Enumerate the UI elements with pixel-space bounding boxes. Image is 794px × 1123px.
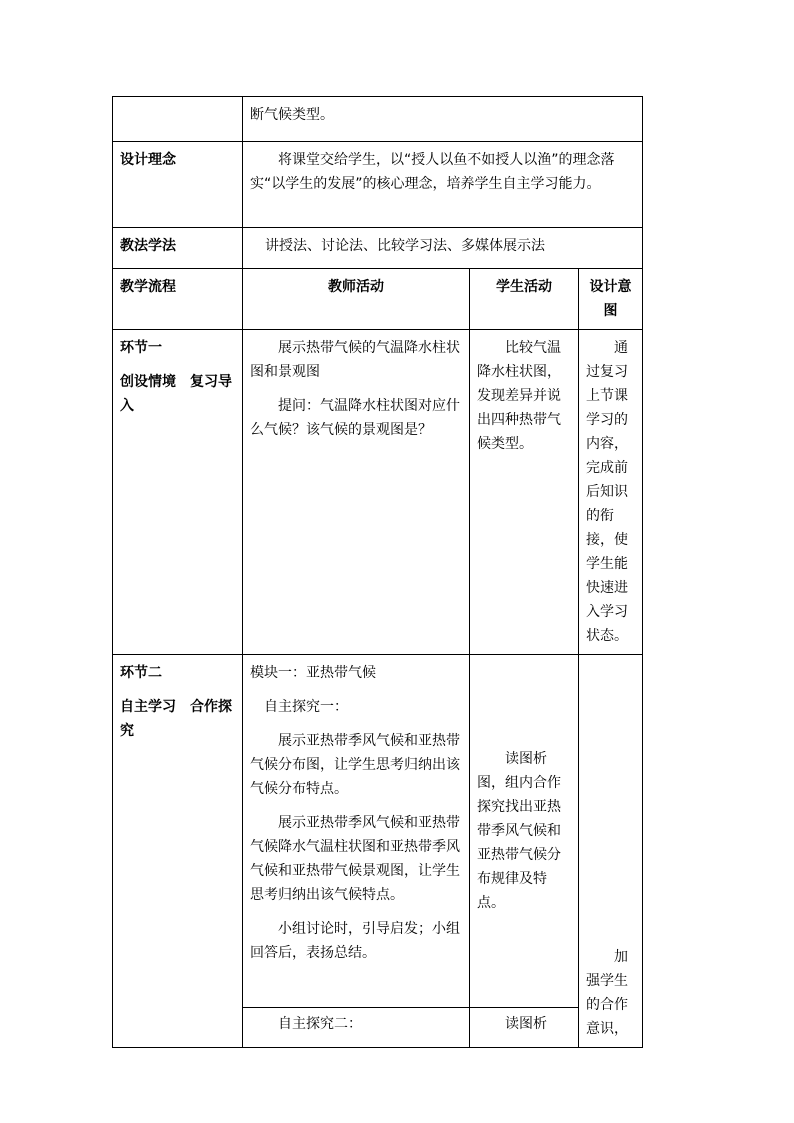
row-intro-continued (113, 97, 643, 142)
methods-label: 教法学法 (113, 228, 243, 269)
design-concept-text: 将课堂交给学生，以“授人以鱼不如授人以渔”的理念落实“以学生的发展”的核心理念，培养学生自主学习能力。 (243, 142, 643, 228)
row-stage1 (113, 330, 643, 655)
stage2-subtitle: 自主学习 合作探究 (120, 699, 232, 739)
stage1-teacher-p2: 提问：气温降水柱状图对应什么气候？该气候的景观图是？ (250, 398, 460, 438)
stage2-teacher-p2: 展示亚热带季风气候和亚热带气候降水气温柱状图和亚热带季风气候和亚热带气候景观图，让学生思考归纳出该气候特点。 (250, 815, 460, 903)
stage1-intent: 通过复习上节课学习的内容，完成前后知识的衔接，使学生能快速进入学习状态。 (579, 330, 643, 655)
stage1-student: 比较气温降水柱状图，发现差异并说出四种热带气候类型。 (470, 330, 579, 655)
header-student: 学生活动 (470, 269, 579, 330)
row-methods (113, 228, 643, 269)
header-intent: 设计意图 (579, 269, 643, 330)
header-flow: 教学流程 (113, 269, 243, 330)
methods-text: 讲授法、讨论法、比较学习法、多媒体展示法 (243, 228, 643, 269)
stage1-teacher-cell (243, 330, 470, 655)
stage2-flow-cell (113, 655, 243, 1048)
stage1-teacher-p1: 展示热带气候的气温降水柱状图和景观图 (250, 340, 460, 380)
stage2-inquiry2: 自主探究二： (243, 1008, 470, 1048)
stage1-subtitle: 创设情境 复习导入 (120, 374, 232, 414)
stage2-teacher-cell (243, 655, 470, 1008)
stage2-teacher-p3: 小组讨论时，引导启发；小组回答后，表扬总结。 (250, 921, 460, 961)
intro-continued-text: 断气候类型。 (243, 97, 643, 142)
stage2-module: 模块一：亚热带气候 (250, 665, 376, 681)
row-stage2-a (113, 655, 643, 1008)
stage2-teacher-p1: 展示亚热带季风气候和亚热带气候分布图，让学生思考归纳出该气候分布特点。 (250, 733, 460, 797)
row-header (113, 269, 643, 330)
stage2-student2: 读图析 (470, 1008, 579, 1048)
stage1-title: 环节一 (120, 340, 162, 356)
lesson-plan-table (112, 96, 643, 1048)
row-design-concept (113, 142, 643, 228)
stage2-inquiry1: 自主探究一： (264, 699, 348, 715)
stage2-title: 环节二 (120, 665, 162, 681)
stage2-intent: 加强学生的合作意识， (579, 655, 643, 1048)
design-concept-label: 设计理念 (113, 142, 243, 228)
empty-cell (113, 97, 243, 142)
stage2-student1: 读图析图，组内合作探究找出亚热带季风气候和亚热带气候分布规律及特点。 (470, 655, 579, 1008)
header-teacher: 教师活动 (243, 269, 470, 330)
stage1-flow-cell (113, 330, 243, 655)
